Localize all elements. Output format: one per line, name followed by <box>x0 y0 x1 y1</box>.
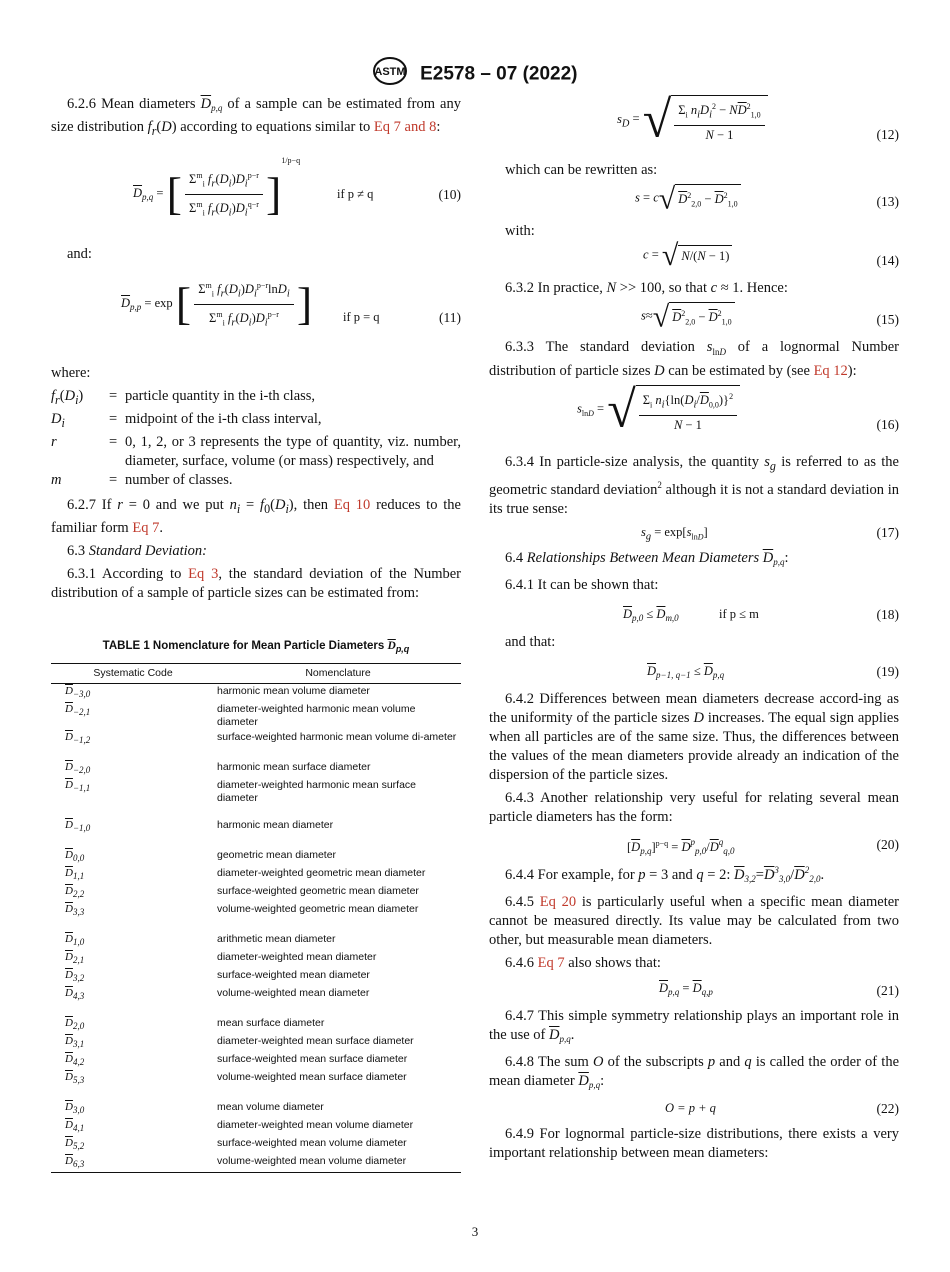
paragraph-6-4-6: 6.4.6 Eq 7 also shows that: <box>505 954 661 971</box>
systematic-code: $\overline{D}_{-1,2}$ <box>65 730 91 745</box>
nomenclature-cell: volume-weighted mean volume diameter <box>215 1154 461 1173</box>
nomenclature-cell: surface-weighted mean surface diameter <box>217 1052 408 1065</box>
right-column <box>489 91 900 1167</box>
paragraph-6-4-3: 6.4.3 Another relationship very useful for relating several mean particle diameters has the form: <box>489 789 899 825</box>
table-row <box>51 866 461 884</box>
rewritten-text: which can be rewritten as: <box>505 162 658 178</box>
nomenclature-cell: arithmetic mean diameter <box>217 932 336 945</box>
paragraph-6-4-2: 6.4.2 Differences between mean diameters decrease accord-ing as the uniformity of the particle sizes D increases. The equal sign applies when all particles are of the same size. Thus, the differences between the values of the mean diameters provide already an indication of the dispersion of the particle sizes. <box>489 690 900 783</box>
equation-18: $\overline{D}_{p,0} \le \overline{D}_{m,0}$ if p ≤ m (18) <box>623 606 899 623</box>
table-row <box>51 1016 461 1034</box>
paragraph-6-4-8: 6.4.8 The sum O of the subscripts p and q is called the order of the mean diameter $\overline{D}_{p,q}$: <box>489 1053 900 1090</box>
and-that-text: and that: <box>505 633 556 650</box>
where-text: where: <box>51 364 91 381</box>
group-gap <box>51 920 461 932</box>
svg-text:ASTM: ASTM <box>374 66 407 78</box>
paragraph-6-4-1: 6.4.1 It can be shown that: <box>505 576 659 593</box>
systematic-code: $\overline{D}_{-1,1}$ <box>65 778 91 793</box>
eq-7-link[interactable]: Eq 7 <box>132 519 160 536</box>
table-row <box>51 818 461 836</box>
table-row <box>51 730 461 748</box>
nomenclature-cell: harmonic mean volume diameter <box>217 684 370 697</box>
equation-15: s≈√ $D^2_{2,0} - \overline{D}^2_{1,0}$ (15) <box>641 300 899 334</box>
nomenclature-cell: volume-weighted mean diameter <box>217 986 370 999</box>
equation-16: $s_{lnD}$ = √ $\frac{\Sigma_i n_i\{\ln(D_i/\overline{D}_{0,0})\}^2}{N - 1}$ (16) <box>577 381 899 439</box>
definitions-list <box>51 387 461 490</box>
group-gap <box>51 806 461 818</box>
systematic-code: $\overline{D}_{-3,0}$ <box>65 684 91 699</box>
table-row <box>51 1052 461 1070</box>
astm-logo-icon <box>372 56 408 92</box>
paragraph-6-4-5: 6.4.5 Eq 20 is particularly useful when a specific mean diameter cannot be measured directly. Its value may be calculated from two other, but measurable mean diameters. <box>489 893 900 948</box>
table-row <box>51 1118 461 1136</box>
left-column <box>51 95 461 1173</box>
col-header-code: Systematic Code <box>51 663 215 683</box>
page-number: 3 <box>471 1224 479 1239</box>
definition-item: $D_i$ = midpoint of the i-th class interval, <box>51 410 322 430</box>
equation-12: $s_D$ = √ $\frac{\Sigma_i n_iD_i^2 - N\overline{D}^2_{1,0}}{N - 1}$ (12) <box>617 91 899 149</box>
systematic-code: $\overline{D}_{-2,1}$ <box>65 702 91 717</box>
systematic-code: $\overline{D}_{2,0}$ <box>65 1016 85 1031</box>
equation-20: $[\overline{D}_{p,q}]^{p-q} = \overline{D}^p_{p,0}/\overline{D}^q_{q,0}$ (20) <box>627 836 899 856</box>
table-row <box>51 1100 461 1118</box>
nomenclature-cell: geometric mean diameter <box>217 848 337 861</box>
table-row <box>51 968 461 986</box>
systematic-code: $\overline{D}_{1,0}$ <box>65 932 85 947</box>
paragraph-6-4-4: 6.4.4 For example, for p = 3 and q = 2: $\overline{D}_{3,2}=\overline{D}^3_{3,0}/\overline{D}^2_{2,0}$. <box>505 864 825 884</box>
table-row <box>51 760 461 778</box>
systematic-code: $\overline{D}_{-1,0}$ <box>65 818 91 833</box>
section-6-3: 6.3 Standard Deviation: <box>67 542 208 559</box>
equation-19: $\overline{D}_{p-1, q-1} \le \overline{D}_{p,q}$ (19) <box>647 663 899 680</box>
paragraph-6-3-4: 6.3.4 In particle-size analysis, the quantity $s_g$ is referred to as the geometric standard deviation$^2$ although it is not a standard deviation in its true sense: <box>489 453 899 517</box>
page-header <box>0 56 950 92</box>
nomenclature-cell: diameter-weighted mean diameter <box>217 950 377 963</box>
paragraph-6-4-7: 6.4.7 This simple symmetry relationship plays an important role in the use of $\overline{D}_{p,q}$. <box>489 1007 899 1044</box>
group-gap <box>51 836 461 848</box>
systematic-code: $\overline{D}_{3,1}$ <box>65 1034 85 1049</box>
table-row <box>51 1136 461 1154</box>
definition-item: $f_r(D_i)$ = particle quantity in the i-th class, <box>51 387 316 407</box>
nomenclature-cell: diameter-weighted mean volume diameter <box>217 1118 414 1131</box>
eq-10-link[interactable]: Eq 10 <box>333 496 371 513</box>
systematic-code: $\overline{D}_{4,3}$ <box>65 986 85 1001</box>
nomenclature-cell: volume-weighted mean surface diameter <box>217 1070 407 1083</box>
nomenclature-cell: surface-weighted harmonic mean volume di-ameter <box>217 730 457 743</box>
paragraph-6-2-7: 6.2.7 If r = 0 and we put $n_i = f_0(D_i)$, then Eq 10 reduces to the familiar form Eq 7. <box>51 496 461 536</box>
table-row <box>51 702 461 730</box>
equation-13: s = c√ $D^2_{2,0} - \overline{D}^2_{1,0}$ (13) <box>635 182 899 216</box>
paragraph-6-2-6: 6.2.6 Mean diameters $\overline{D}_{p,q}$ of a sample can be estimated from any size distribution $f_r(D)$ according to equations similar to Eq 7 and 8: <box>51 96 461 138</box>
systematic-code: $\overline{D}_{2,2}$ <box>65 884 85 899</box>
col-header-nomenclature: Nomenclature <box>215 663 461 683</box>
nomenclature-cell: diameter-weighted harmonic mean surface diameter <box>217 778 417 804</box>
systematic-code: $\overline{D}_{5,2}$ <box>65 1136 85 1151</box>
nomenclature-cell: mean volume diameter <box>217 1100 324 1113</box>
systematic-code: $\overline{D}_{6,3}$ <box>51 1154 215 1173</box>
nomenclature-cell: diameter-weighted mean surface diameter <box>217 1034 414 1047</box>
definition-item: r = 0, 1, 2, or 3 represents the type of quantity, viz. number, diameter, surface, volume (or mass) respectively, and <box>51 433 461 469</box>
table-row <box>51 683 461 702</box>
systematic-code: $\overline{D}_{0,0}$ <box>65 848 85 863</box>
with-text: with: <box>505 223 535 239</box>
equation-10: $\overline{D}_{p,q}$ = [ $\frac{\Sigma^m_i f_r(D_i)D_i^{p-r}}{\Sigma^m_i f_r(D_i)D_i^{q-r}}$ ]$^{1/p-q}$ if p ≠ q (10) <box>133 155 461 220</box>
paragraph-6-3-2: 6.3.2 In practice, N >> 100, so that c ≈ 1. Hence: <box>505 280 788 296</box>
nomenclature-cell: diameter-weighted geometric mean diameter <box>217 866 426 879</box>
systematic-code: $\overline{D}_{1,1}$ <box>65 866 85 881</box>
eq-20-link[interactable]: Eq 20 <box>539 893 577 910</box>
systematic-code: $\overline{D}_{5,3}$ <box>65 1070 85 1085</box>
paragraph-6-3-3: 6.3.3 The standard deviation $s_{lnD}$ of a lognormal Number distribution of particle sizes D can be estimated by (see Eq 12): <box>489 339 899 379</box>
systematic-code: $\overline{D}_{4,2}$ <box>65 1052 85 1067</box>
nomenclature-cell: surface-weighted mean volume diameter <box>217 1136 407 1149</box>
nomenclature-cell: harmonic mean surface diameter <box>217 760 371 773</box>
table-row <box>51 848 461 866</box>
table-row <box>51 1034 461 1052</box>
equation-14: c = √ N/(N − 1) (14) <box>643 239 899 272</box>
equation-21: $\overline{D}_{p,q} = \overline{D}_{q,p}$ (21) <box>659 980 899 998</box>
table-row <box>51 986 461 1004</box>
table-row <box>51 932 461 950</box>
nomenclature-cell: diameter-weighted harmonic mean volume diameter <box>217 702 416 728</box>
table-row <box>51 950 461 968</box>
eq-3-link[interactable]: Eq 3 <box>188 565 219 582</box>
table-title: TABLE 1 Nomenclature for Mean Particle Diameters $\overline{D}_{p,q}$ <box>102 639 410 654</box>
paragraph-6-3-1: 6.3.1 According to Eq 3, the standard deviation of the Number distribution of a sample of particle sizes can be estimated from: <box>51 565 462 601</box>
systematic-code: $\overline{D}_{3,0}$ <box>65 1100 85 1115</box>
group-gap <box>51 1088 461 1100</box>
systematic-code: $\overline{D}_{2,1}$ <box>65 950 85 965</box>
systematic-code: $\overline{D}_{3,2}$ <box>65 968 85 983</box>
standard-designation: E2578 – 07 (2022) <box>420 63 578 85</box>
table-row <box>51 902 461 920</box>
equation-22: O = p + q (22) <box>665 1100 899 1116</box>
table-row <box>51 1154 461 1173</box>
equation-17: $s_g = \exp[s_{lnD}]$ (17) <box>641 524 899 543</box>
eq-7-8-link[interactable]: Eq 7 and 8 <box>373 119 437 135</box>
table-row <box>51 778 461 806</box>
paragraph-6-4-9: 6.4.9 For lognormal particle-size distributions, there exists a very important relationship between mean diameters: <box>489 1125 899 1161</box>
systematic-code: $\overline{D}_{3,3}$ <box>65 902 85 917</box>
section-6-4: 6.4 Relationships Between Mean Diameters $\overline{D}_{p,q}$: <box>505 549 789 567</box>
nomenclature-cell: surface-weighted geometric mean diameter <box>217 884 419 897</box>
nomenclature-cell: harmonic mean diameter <box>217 818 334 831</box>
nomenclature-table <box>51 663 461 1173</box>
systematic-code: $\overline{D}_{4,1}$ <box>65 1118 85 1133</box>
eq-12-link[interactable]: Eq 12 <box>813 362 848 379</box>
nomenclature-cell: volume-weighted geometric mean diameter <box>217 902 419 915</box>
table-row <box>51 884 461 902</box>
eq-7-link-2[interactable]: Eq 7 <box>537 954 565 971</box>
definition-item: m = number of classes. <box>51 471 233 488</box>
group-gap <box>51 1004 461 1016</box>
systematic-code: $\overline{D}_{-2,0}$ <box>65 760 91 775</box>
table-row <box>51 1070 461 1088</box>
group-gap <box>51 748 461 760</box>
nomenclature-cell: surface-weighted mean diameter <box>217 968 370 981</box>
equation-11: $\overline{D}_{p,p} = \exp$ [ $\frac{\Sigma^m_i f_r(D_i)D_i^{p-r}\ln D_i}{\Sigma^m_i f_r(D_i)D_i^{p-r}}$ ] if p = q (11) <box>51 268 461 360</box>
nomenclature-cell: mean surface diameter <box>217 1016 325 1029</box>
and-text: and: <box>67 245 92 262</box>
